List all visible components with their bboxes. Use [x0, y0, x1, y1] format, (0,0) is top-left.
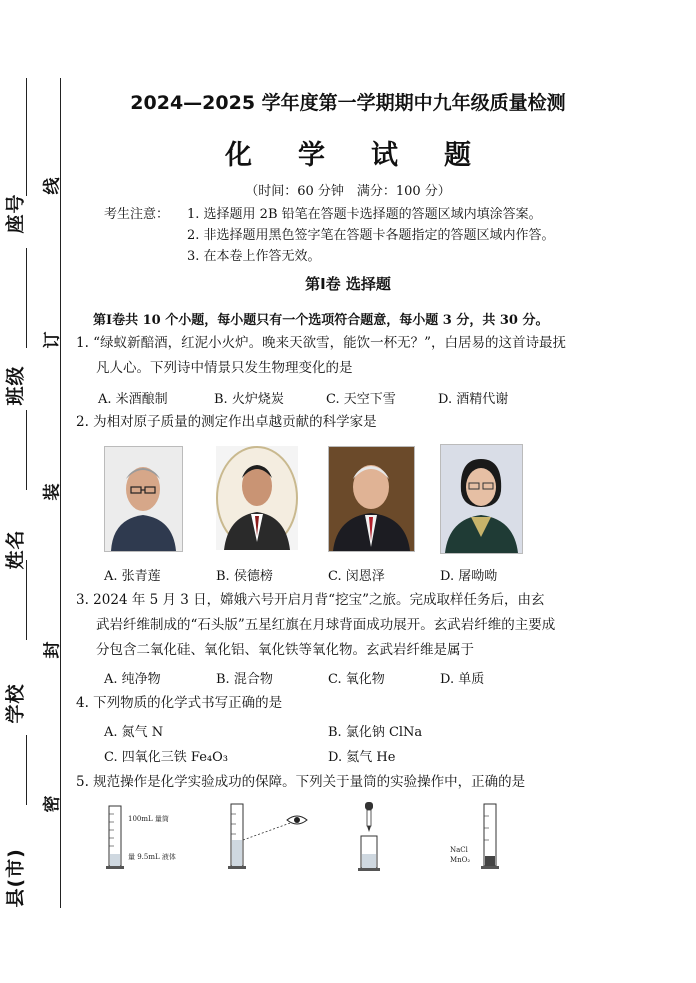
- q4-stem: 4. 下列物质的化学式书写正确的是: [76, 695, 283, 711]
- cylinder-d-mno2-label: MnO₂: [450, 856, 471, 864]
- q3-option-b: B. 混合物: [216, 672, 273, 687]
- cylinder-d-salt-label: NaCl: [450, 846, 468, 854]
- q3-option-d: D. 单质: [440, 672, 485, 687]
- field-school: 学校: [4, 683, 27, 724]
- notice-item-3: 3. 在本卷上作答无效。: [187, 249, 321, 264]
- cylinder-a-volume-label: 量 9.5mL 液体: [128, 853, 176, 861]
- q2-stem: 2. 为相对原子质量的测定作出卓越贡献的科学家是: [76, 414, 377, 430]
- q1-option-b: B. 火炉烧炭: [214, 392, 284, 407]
- scientist-photo-c: [328, 446, 415, 552]
- q2-option-d: D. 屠呦呦: [440, 569, 498, 584]
- q1-option-d: D. 酒精代谢: [438, 392, 509, 407]
- scientist-photo-d: [440, 444, 523, 554]
- binding-line-field-3: [26, 410, 27, 490]
- subject-title: 化学试题: [225, 140, 517, 171]
- q4-option-a: A. 氮气 N: [104, 725, 164, 740]
- lab-figure-d: [450, 800, 510, 872]
- binding-mark-xian: 线: [42, 176, 63, 195]
- notice-item-1: 1. 选择题用 2B 铅笔在答题卡选择题的答题区域内填涂答案。: [187, 207, 542, 222]
- q3-stem-line2: 武岩纤维制成的“石头版”五星红旗在月球背面成功展开。玄武岩纤维的主要成: [96, 617, 556, 633]
- q2-option-c: C. 闵恩泽: [328, 569, 385, 584]
- binding-mark-zhuang: 装: [42, 482, 63, 501]
- section-title: 第Ⅰ卷 选择题: [305, 275, 391, 293]
- q1-stem-line2: 凡人心。下列诗中情景只发生物理变化的是: [96, 360, 353, 376]
- q3-stem-line1: 3. 2024 年 5 月 3 日，嫦娥六号开启月背“挖宝”之旅。完成取样任务后，由玄: [76, 592, 545, 608]
- q3-option-c: C. 氧化物: [328, 672, 385, 687]
- cylinder-a-capacity-label: 100mL 量筒: [128, 815, 169, 823]
- q4-option-c: C. 四氧化三铁 Fe₄O₃: [104, 750, 228, 765]
- field-seat-number: 座号: [4, 193, 27, 234]
- binding-mark-mi: 密: [42, 794, 63, 813]
- field-name: 姓名: [4, 529, 27, 570]
- field-class: 班级: [4, 365, 27, 406]
- field-county: 县(市): [4, 848, 27, 908]
- q3-stem-line3: 分包含二氧化硅、氧化铝、氧化铁等氧化物。玄武岩纤维是属于: [96, 642, 474, 658]
- scientist-photo-a: [104, 446, 183, 552]
- q1-stem-line1: 1. “绿蚁新醅酒，红泥小火炉。晚来天欲雪，能饮一杯无？”，白居易的这首诗最抚: [76, 335, 566, 351]
- binding-mark-ding: 订: [42, 330, 63, 349]
- lab-figure-c: [350, 800, 390, 872]
- q2-option-a: A. 张青莲: [104, 569, 161, 584]
- exam-title: 2024—2025 学年度第一学期期中九年级质量检测: [130, 92, 566, 114]
- q4-option-d: D. 氦气 He: [328, 750, 396, 765]
- q4-option-b: B. 氯化钠 ClNa: [328, 725, 423, 740]
- binding-line-field-5: [26, 735, 27, 805]
- binding-line-field-4: [26, 560, 27, 640]
- lab-figure-b: [225, 800, 315, 872]
- q5-stem: 5. 规范操作是化学实验成功的保障。下列关于量筒的实验操作中，正确的是: [76, 774, 526, 790]
- q1-option-c: C. 天空下雪: [326, 392, 396, 407]
- q1-option-a: A. 米酒酿制: [98, 392, 168, 407]
- q2-option-b: B. 侯德榜: [216, 569, 273, 584]
- notice-label: 考生注意：: [104, 207, 170, 222]
- q3-option-a: A. 纯净物: [104, 672, 161, 687]
- lab-figure-a: [100, 800, 200, 872]
- time-info: （时间：60 分钟 满分：100 分）: [245, 184, 451, 199]
- binding-line-field-2: [26, 248, 27, 348]
- scientist-photo-b: [216, 446, 298, 550]
- binding-mark-feng: 封: [42, 640, 63, 659]
- notice-item-2: 2. 非选择题用黑色签字笔在答题卡各题指定的答题区域内作答。: [187, 228, 555, 243]
- section-intro: 第Ⅰ卷共 10 个小题，每小题只有一个选项符合题意，每小题 3 分，共 30 分。: [93, 313, 549, 328]
